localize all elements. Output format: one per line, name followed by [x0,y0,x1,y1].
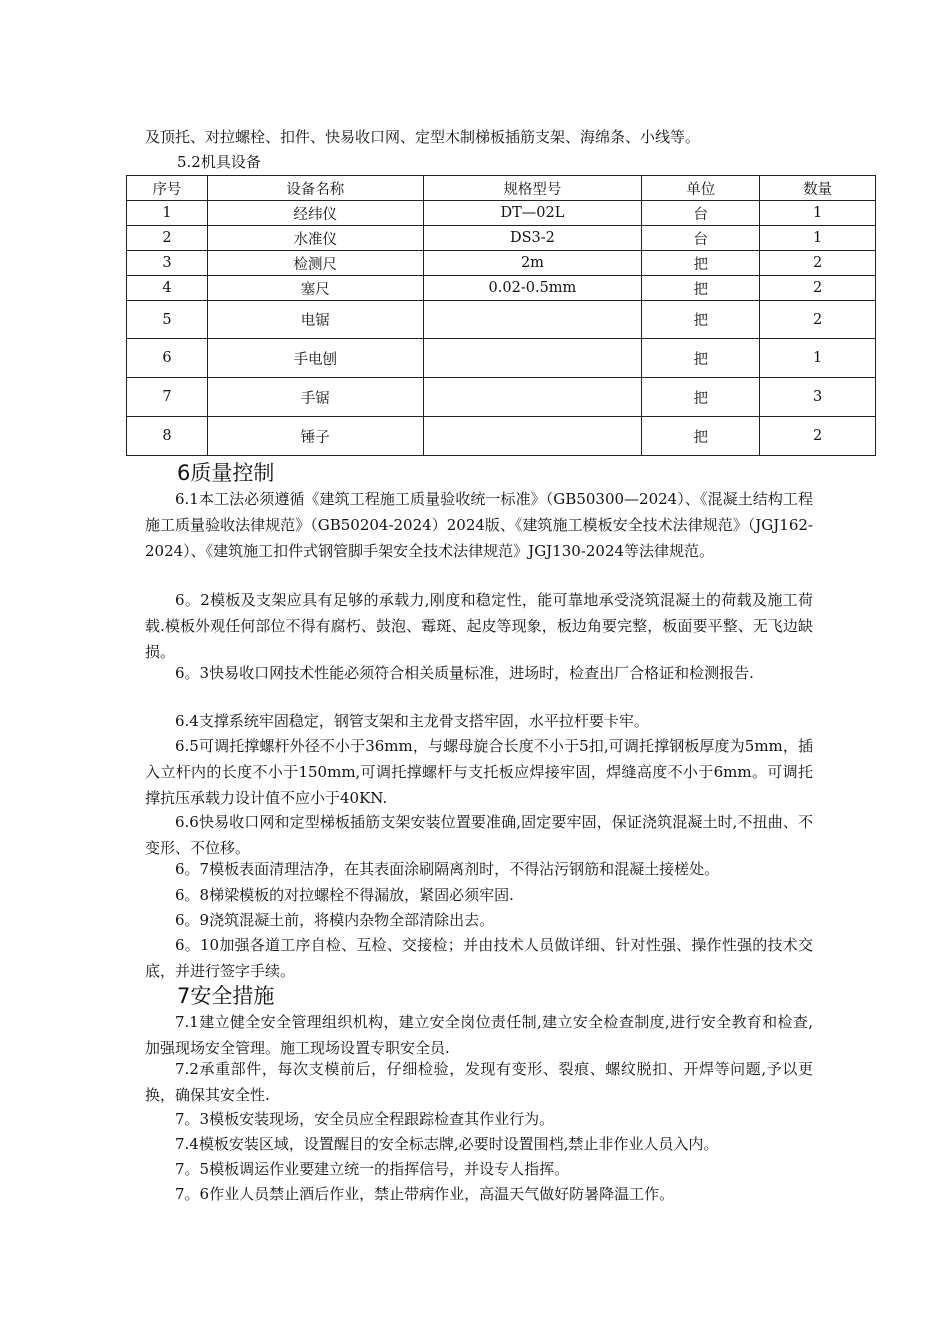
table-row [127,251,876,276]
section-6-heading: 6质量控制 [177,461,275,485]
cell-spec: 0.02-0.5mm [423,276,642,301]
cell-index: 7 [127,378,208,417]
paragraph-6-4: 6.4支撑系统牢固稳定，钢管支架和主龙骨支搭牢固，水平拉杆要卡牢。 [175,712,649,730]
paragraph-7-2: 7.2承重部件，每次支模前后，仔细检验，发现有变形、裂痕、螺纹脱扣、开焊等问题,予以更换，确保其安全性. [145,1060,813,1104]
paragraph-6-3: 6。3快易收口网技术性能必须符合相关质量标准，进场时，检查出厂合格证和检测报告. [175,664,754,682]
cell-spec [423,417,642,456]
paragraph-6-1: 6.1本工法必须遵循《建筑工程施工质量验收统一标准》（GB50300—2024）、《混凝土结构工程施工质量验收法律规范》（GB50204-2024）2024版、《建筑施工模板安全技术法律规范》（JGJ162-2024）、《建筑施工扣件式钢管脚手架安全技术法律规范》JGJ130-2024等法律规范。 [145,490,813,560]
cell-spec [423,378,642,417]
paragraph-6-10: 6。10加强各道工序自检、互检、交接检；并由技术人员做详细、针对性强、操作性强的技术交底，并进行签字手续。 [145,936,813,980]
table-row [127,417,876,456]
cell-index: 5 [127,301,208,339]
header-qty: 数量 [760,176,876,201]
cell-spec: 2m [423,251,642,276]
cell-unit: 把 [642,276,760,301]
cell-index: 6 [127,339,208,378]
cell-unit: 把 [642,378,760,417]
cell-unit: 台 [642,201,760,226]
table-row [127,226,876,251]
table-row [127,201,876,226]
cell-spec: DT—02L [423,201,642,226]
cell-name: 手锯 [207,378,423,417]
cell-qty: 2 [760,251,876,276]
section-5-2-heading: 5.2机具设备 [177,153,261,171]
paragraph-7-3: 7。3模板安装现场，安全员应全程跟踪检查其作业行为。 [175,1110,555,1128]
cell-unit: 把 [642,417,760,456]
cell-index: 2 [127,226,208,251]
table-header-row [127,176,876,201]
table-row [127,276,876,301]
cell-qty: 2 [760,301,876,339]
table-row [127,339,876,378]
paragraph-6-5: 6.5可调托撑螺杆外径不小于36mm，与螺母旋合长度不小于5扣,可调托撑钢板厚度为5mm，插入立杆内的长度不小于150mm,可调托撑螺杆与支托板应焊接牢固，焊缝高度不小于6mm。可调托撑抗压承载力设计值不应小于40KN. [145,737,813,807]
equipment-table [126,175,876,456]
paragraph-6-6: 6.6快易收口网和定型梯板插筋支架安装位置要准确,固定要牢固，保证浇筑混凝土时,不扭曲、不变形、不位移。 [145,813,813,857]
cell-name: 锤子 [207,417,423,456]
header-name: 设备名称 [207,176,423,201]
cell-qty: 2 [760,276,876,301]
header-spec: 规格型号 [423,176,642,201]
cell-qty: 2 [760,417,876,456]
cell-index: 4 [127,276,208,301]
paragraph-6-2: 6。2模板及支架应具有足够的承载力,刚度和稳定性，能可靠地承受浇筑混凝土的荷载及施工荷载.模板外观任何部位不得有腐朽、鼓泡、霉斑、起皮等现象，板边角要完整，板面要平整、无飞边缺损。 [145,591,813,661]
header-unit: 单位 [642,176,760,201]
paragraph-7-5: 7。5模板调运作业要建立统一的指挥信号，并设专人指挥。 [175,1160,570,1178]
header-index: 序号 [127,176,208,201]
paragraph-7-4: 7.4模板安装区域，设置醒目的安全标志牌,必要时设置围档,禁止非作业人员入内。 [175,1135,719,1153]
cell-index: 3 [127,251,208,276]
cell-spec: DS3-2 [423,226,642,251]
cell-name: 经纬仪 [207,201,423,226]
cell-name: 检测尺 [207,251,423,276]
cell-name: 水准仪 [207,226,423,251]
paragraph-7-6: 7。6作业人员禁止酒后作业，禁止带病作业，高温天气做好防暑降温工作。 [175,1185,675,1203]
cell-spec [423,301,642,339]
cell-qty: 1 [760,226,876,251]
cell-unit: 把 [642,301,760,339]
cell-qty: 1 [760,339,876,378]
cell-name: 电锯 [207,301,423,339]
cell-unit: 台 [642,226,760,251]
cell-unit: 把 [642,251,760,276]
cell-unit: 把 [642,339,760,378]
paragraph-6-9: 6。9浇筑混凝土前，将模内杂物全部清除出去。 [175,911,495,929]
intro-line: 及顶托、对拉螺栓、扣件、快易收口网、定型木制梯板插筋支架、海绵条、小线等。 [145,128,701,146]
paragraph-6-7: 6。7模板表面清理洁净，在其表面涂刷隔离剂时，不得沾污钢筋和混凝土接槎处。 [175,860,720,878]
section-7-heading: 7安全措施 [177,984,275,1008]
table-row [127,378,876,417]
cell-spec [423,339,642,378]
cell-index: 8 [127,417,208,456]
cell-name: 手电刨 [207,339,423,378]
paragraph-7-1: 7.1建立健全安全管理组织机构，建立安全岗位责任制,建立安全检查制度,进行安全教育和检查,加强现场安全管理。施工现场设置专职安全员. [145,1013,813,1057]
cell-name: 塞尺 [207,276,423,301]
cell-qty: 3 [760,378,876,417]
paragraph-6-8: 6。8梯梁模板的对拉螺栓不得漏放，紧固必须牢固. [175,886,514,904]
table-row [127,301,876,339]
cell-qty: 1 [760,201,876,226]
cell-index: 1 [127,201,208,226]
